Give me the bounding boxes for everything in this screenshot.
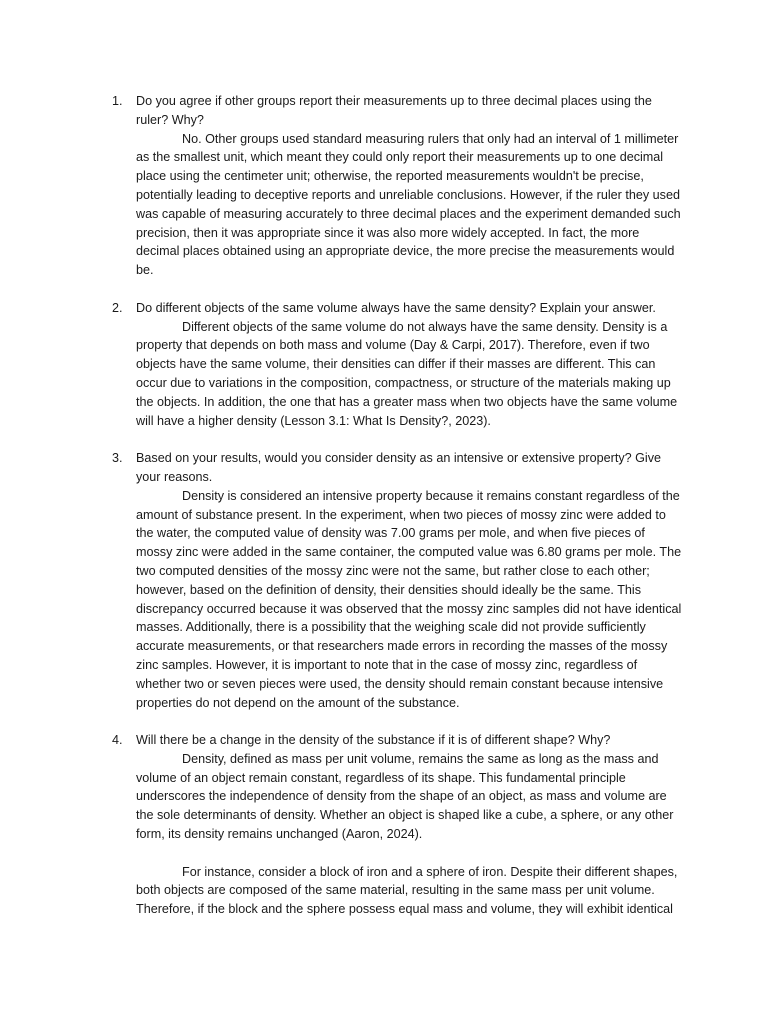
- question-item-4: [112, 731, 684, 919]
- question-item-2: [112, 299, 684, 431]
- question-item-3: [112, 449, 684, 712]
- answer-paragraph: Different objects of the same volume do not always have the same density. Density is a property that depends on both mass and volume (Day & Carpi, 2017). Therefore, even if two objects have the same volume, their densities can differ if their masses are different. This can occur due to variations in the composition, compactness, or structure of the materials making up the objects. In addition, the one that has a greater mass when two objects have the same volume will have a higher density (Lesson 3.1: What Is Density?, 2023).: [136, 319, 678, 428]
- item-number: 2.: [112, 300, 123, 315]
- answer-paragraph-continued: For instance, consider a block of iron and a sphere of iron. Despite their different shapes, both objects are composed of the same material, resulting in the same mass per unit volume. Therefore, if the block and the sphere possess equal mass and volume, they will exhibit identical: [136, 864, 678, 917]
- answer-paragraph: No. Other groups used standard measuring rulers that only had an interval of 1 millimeter as the smallest unit, which meant they could only report their measurements up to one decimal place using the centimeter unit; otherwise, the reported measurements wouldn't be precise, potentially leading to deceptive reports and unreliable conclusions. However, if the ruler they used was capable of measuring accurately to three decimal places and the experiment demanded such precision, then it was appropriate since it was also more widely accepted. In fact, the more decimal places obtained using an appropriate device, the more precise the measurements would be.: [136, 131, 681, 278]
- question-text: Will there be a change in the density of the substance if it is of different shape? Why?: [136, 733, 611, 748]
- question-text: Do you agree if other groups report their measurements up to three decimal places using the ruler? Why?: [136, 94, 652, 127]
- question-text: Based on your results, would you consider density as an intensive or extensive property? Give your reasons.: [136, 451, 662, 484]
- answer-paragraph: Density is considered an intensive property because it remains constant regardless of the amount of substance present. In the experiment, when two pieces of mossy zinc were added to the water, the computed value of density was 7.00 grams per mole, and when five pieces of mossy zinc were added in the same container, the computed value was 6.80 grams per mole. The two computed densities of the mossy zinc were not the same, but rather close to each other; however, based on the definition of density, their densities should ideally be the same. This discrepancy occurred because it was observed that the mossy zinc samples did not have identical masses. Additionally, there is a possibility that the weighing scale did not provide sufficiently accurate measurements, or that researchers made errors in recording the masses of the mossy zinc samples. However, it is important to note that in the case of mossy zinc, regardless of whether two or seven pieces were used, the density should remain constant because intensive properties do not depend on the amount of the substance.: [136, 488, 682, 710]
- question-item-1: [112, 92, 684, 280]
- item-number: 4.: [112, 733, 123, 748]
- item-number: 1.: [112, 94, 123, 108]
- item-number: 3.: [112, 451, 123, 466]
- question-text: Do different objects of the same volume always have the same density? Explain your answer.: [136, 300, 656, 315]
- answer-paragraph: Density, defined as mass per unit volume, remains the same as long as the mass and volume of an object remain constant, regardless of its shape. This fundamental principle underscores the independence of density from the shape of an object, as mass and volume are the sole determinants of density. Whether an object is shaped like a cube, a sphere, or any other form, its density remains unchanged (Aaron, 2024).: [136, 751, 674, 842]
- question-list: [112, 92, 684, 938]
